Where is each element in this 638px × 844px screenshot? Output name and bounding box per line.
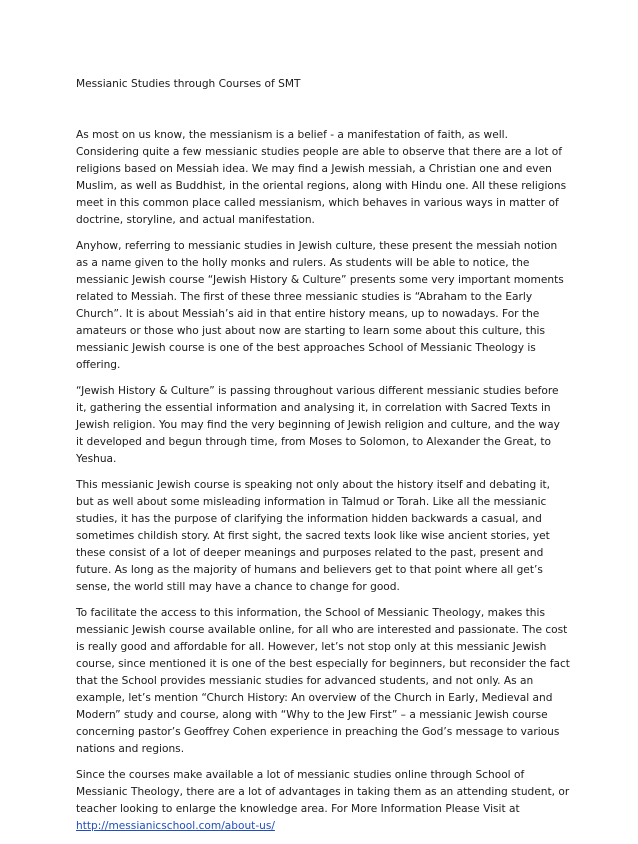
paragraph-4	[76, 477, 576, 596]
text-line: As most on us know, the messianism is a belief - a manifestation of faith, as well.	[76, 129, 508, 141]
text-line: as a name given to the holly monks and rulers. As students will be able to notice, the	[76, 257, 530, 269]
paragraph-1	[76, 127, 576, 229]
text-line: meet in this common place called messianism, which behaves in various ways in matter of	[76, 197, 559, 209]
text-line: nations and regions.	[76, 743, 185, 755]
text-line: Considering quite a few messianic studies people are able to observe that there are a lot of	[76, 146, 562, 158]
paragraph-3	[76, 383, 576, 468]
text-line: teacher looking to enlarge the knowledge area. For More Information Please Visit at	[76, 803, 520, 815]
text-line: messianic Jewish course available online, for all who are interested and passionate. The cost	[76, 624, 568, 636]
text-line: amateurs or those who just about now are starting to learn some about this culture, this	[76, 325, 545, 337]
text-line: messianic Jewish course is one of the best approaches School of Messianic Theology is	[76, 342, 536, 354]
text-line: Anyhow, referring to messianic studies in Jewish culture, these present the messiah notion	[76, 240, 558, 252]
text-line: messianic Jewish course “Jewish History & Culture” presents some very important moments	[76, 274, 564, 286]
text-line: example, let’s mention “Church History: An overview of the Church in Early, Medieval and	[76, 692, 553, 704]
text-line: To facilitate the access to this information, the School of Messianic Theology, makes this	[76, 607, 545, 619]
text-line: offering.	[76, 359, 121, 371]
text-line: religions based on Messiah idea. We may find a Jewish messiah, a Christian one and even	[76, 163, 552, 175]
paragraph-5	[76, 605, 576, 758]
text-line: Muslim, as well as Buddhist, in the oriental regions, along with Hindu one. All these religions	[76, 180, 567, 192]
paragraph-6	[76, 767, 576, 835]
text-line: Jewish religion. You may find the very beginning of Jewish religion and culture, and the way	[76, 419, 560, 431]
text-line: “Jewish History & Culture” is passing throughout various different messianic studies before	[76, 385, 559, 397]
text-line: doctrine, storyline, and actual manifestation.	[76, 214, 315, 226]
text-line: sense, the world still may have a chance to change for good.	[76, 581, 400, 593]
document-title: Messianic Studies through Courses of SMT	[76, 78, 301, 90]
text-line: Church”. It is about Messiah’s aid in that entire history means, up to nowadays. For the	[76, 308, 540, 320]
text-line: course, since mentioned it is one of the best especially for beginners, but reconsider the fact	[76, 658, 570, 670]
text-line: This messianic Jewish course is speaking not only about the history itself and debating it,	[76, 479, 551, 491]
text-line: Yeshua.	[76, 453, 117, 465]
text-line: but as well about some misleading information in Talmud or Torah. Like all the messianic	[76, 496, 547, 508]
text-line: sometimes childish story. At first sight, the sacred texts look like wise ancient stories, yet	[76, 530, 550, 542]
more-info-link[interactable]: http://messianicschool.com/about-us/	[76, 820, 275, 832]
text-line: Messianic Theology, there are a lot of advantages in taking them as an attending student, or	[76, 786, 570, 798]
text-line: it, gathering the essential information and analysing it, in correlation with Sacred Texts in	[76, 402, 551, 414]
text-line: future. As long as the majority of humans and believers get to that point where all get’s	[76, 564, 543, 576]
text-line: related to Messiah. The first of these three messianic studies is “Abraham to the Early	[76, 291, 533, 303]
text-line: that the School provides messianic studies for advanced students, and not only. As an	[76, 675, 534, 687]
paragraph-2	[76, 238, 576, 374]
text-line: Modern” study and course, along with “Why to the Jew First” – a messianic Jewish course	[76, 709, 548, 721]
text-line: it developed and begun through time, from Moses to Solomon, to Alexander the Great, to	[76, 436, 552, 448]
text-line: Since the courses make available a lot of messianic studies online through School of	[76, 769, 525, 781]
document-body	[76, 127, 576, 844]
text-line: concerning pastor’s Geoffrey Cohen experience in preaching the God’s message to various	[76, 726, 560, 738]
text-line: these consist of a lot of deeper meanings and purposes related to the past, present and	[76, 547, 544, 559]
text-line: is really good and affordable for all. However, let’s not stop only at this messianic Jewish	[76, 641, 547, 653]
text-line: studies, it has the purpose of clarifying the information hidden backwards a casual, and	[76, 513, 542, 525]
